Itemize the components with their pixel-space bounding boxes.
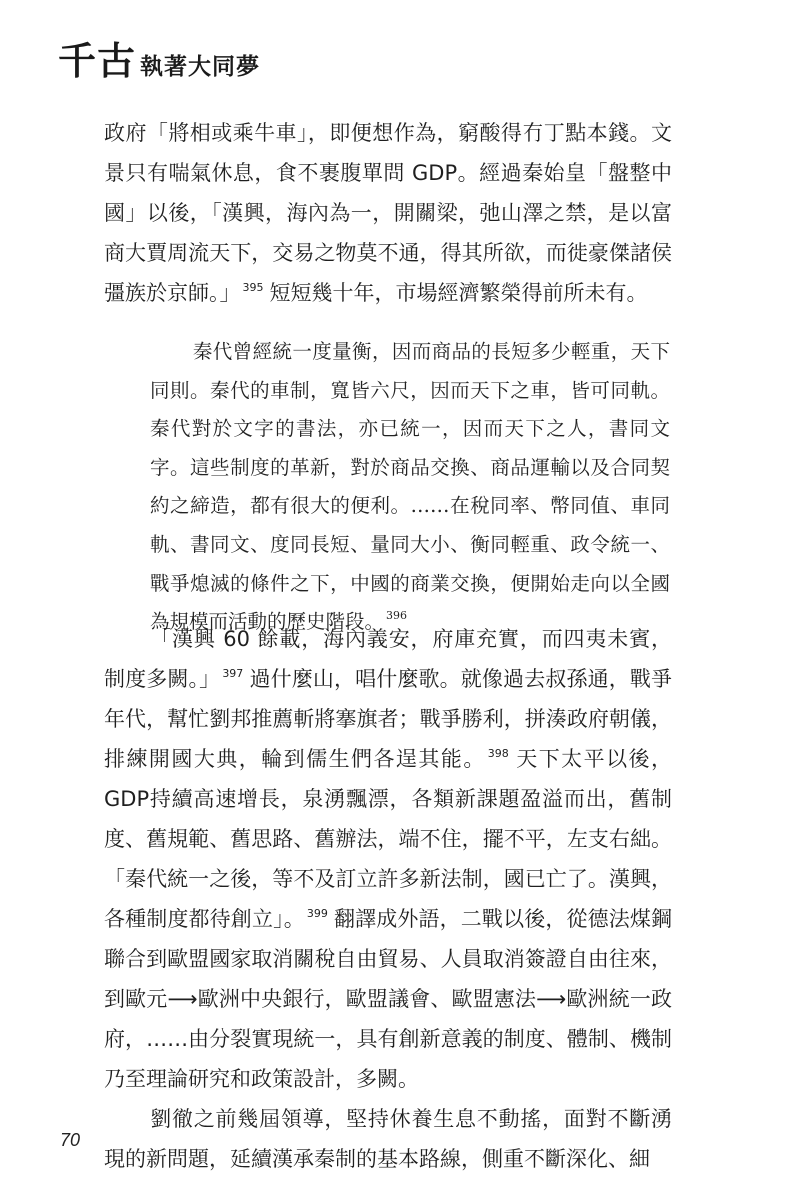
footnote-ref-399[interactable]: 399 bbox=[306, 907, 328, 920]
paragraph-1 bbox=[104, 113, 672, 313]
paragraph-2-text-d: 翻譯成外語，二戰以後，從德法煤鋼聯合到歐盟國家取消關稅自由貿易、人員取消簽證自由往來，到歐元⟶歐洲中央銀行，歐盟議會、歐盟憲法⟶歐洲統一政府，……由分裂實現統一，具有創新意義的制度、體制、機制乃至理論研究和政策設計，多闕。 bbox=[104, 907, 673, 1091]
running-head bbox=[58, 30, 260, 85]
footnote-ref-396[interactable]: 396 bbox=[386, 609, 408, 623]
footnote-ref-397[interactable]: 397 bbox=[222, 667, 244, 680]
paragraph-2-text-b: 過什麼山，唱什麼歌。就像過去叔孫通，戰爭年代，幫忙劉邦推薦斬將搴旗者；戰爭勝利，拼湊政府朝儀，排練開國大典，輪到儒生們各逞其能。 bbox=[104, 667, 673, 771]
paragraph-2 bbox=[104, 619, 672, 1179]
book-title-large: 千古 bbox=[58, 38, 137, 83]
footnote-ref-395[interactable]: 395 bbox=[242, 281, 264, 294]
paragraph-2-text-a: 「漢興 60 餘載，海內義安，府庫充實，而四夷未賓，制度多闕。」 bbox=[104, 627, 672, 691]
paragraph-2-text-c: 天下太平以後，GDP持續高速增長，泉湧飄漂，各類新課題盈溢而出，舊制度、舊規範、舊思路、舊辦法，端不住，擺不平，左支右絀。「秦代統一之後，等不及訂立許多新法制，國已亡了。漢興，各種制度都待創立」。 bbox=[104, 747, 673, 931]
paragraph-3-text: 劉徹之前幾屆領導，堅持休養生息不動搖，面對不斷湧現的新問題，延續漢承秦制的基本路線，側重不斷深化、細 bbox=[104, 1107, 672, 1171]
paragraph-1-text-b: 短短幾十年，市場經濟繁榮得前所未有。 bbox=[269, 281, 648, 305]
block-quote-text: 秦代曾經統一度量衡，因而商品的長短多少輕重，天下同則。秦代的車制，寬皆六尺，因而天下之車，皆可同軌。秦代對於文字的書法，亦已統一，因而天下之人，書同文字。這些制度的革新，對於商品交換、商品運輸以及合同契約之締造，都有很大的便利。……在稅同率、幣同值、車同軌、書同文、度同長短、量同大小、衡同輕重、政令統一、戰爭熄滅的條件之下，中國的商業交換，便開始走向以全國為規模而活動的歷史階段。 bbox=[150, 340, 670, 634]
page-number: 70 bbox=[60, 1130, 81, 1150]
book-title-small: 執著大同夢 bbox=[140, 53, 261, 80]
block-quote bbox=[150, 333, 670, 642]
footnote-ref-398[interactable]: 398 bbox=[487, 747, 509, 760]
paragraph-1-text-a: 政府「將相或乘牛車」，即便想作為，窮酸得冇丁點本錢。文景只有喘氣休息，食不裹腹單問 GDP。經過秦始皇「盤整中國」以後，「漢興，海內為一，開關梁，弛山澤之禁，是以富商大賈周流天下，交易之物莫不通，得其所欲，而徙豪傑諸侯彊族於京師。」 bbox=[104, 121, 672, 305]
